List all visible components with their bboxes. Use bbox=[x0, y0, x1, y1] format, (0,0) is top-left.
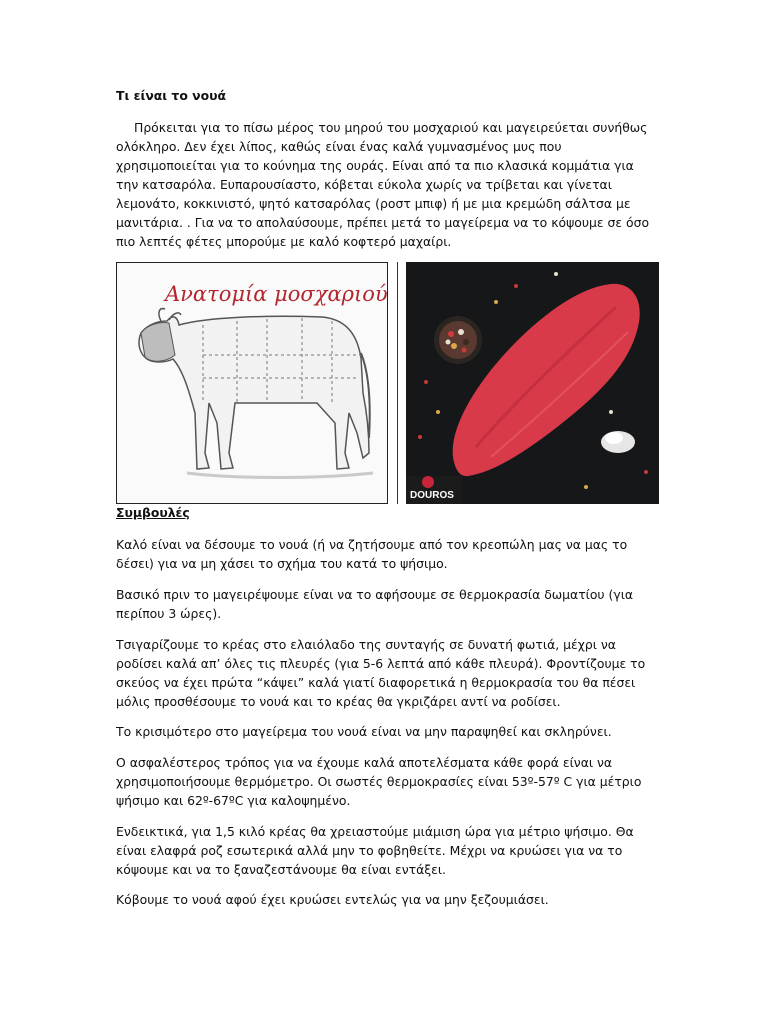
tip-paragraph-6: Ενδεικτικά, για 1,5 κιλό κρέας θα χρειαστούμε μιάμιση ώρα για μέτριο ψήσιμο. Θα είναι ελαφρά ροζ εσωτερικά αλλά μην το φοβηθείτε. Μέχρι να κρυώσει για να το κόψουμε και να το ξαναζεστάνουμε θα είναι εντάξει. bbox=[116, 824, 634, 877]
peppercorn-bowl-icon bbox=[434, 316, 482, 364]
cow-illustration-icon bbox=[139, 309, 373, 478]
figure bbox=[116, 262, 659, 504]
tip-paragraph-7: Κόβουμε το νουά αφού έχει κρυώσει εντελώς για να μην ξεζουμιάσει. bbox=[116, 892, 549, 907]
salt-pile-icon bbox=[601, 431, 635, 453]
tip-paragraph-4: Το κρισιμότερο στο μαγείρεμα του νουά είναι να μην παραψηθεί και σκληρύνει. bbox=[116, 724, 612, 739]
beef-anatomy-image bbox=[116, 262, 388, 504]
tip-paragraph-2: Βασικό πριν το μαγειρέψουμε είναι να το αφήσουμε σε θερμοκρασία δωματίου (για περίπου 3 ώρες). bbox=[116, 587, 634, 621]
figure-divider bbox=[388, 262, 400, 504]
tips-heading: Συμβουλές bbox=[116, 505, 190, 520]
tip-paragraph-3: Τσιγαρίζουμε το κρέας στο ελαιόλαδο της συνταγής σε δυνατή φωτιά, μέχρι να ροδίσει καλά απ’ όλες τις πλευρές (για 5-6 λεπτά από κάθε πλευρά). Φροντίζουμε το σκεύος να έχει πρώτα “κάψει” καλά γιατί διαφορετικά η θερμοκρασία του θα πέσει μόλις προσθέσουμε το νουά και το κρέας θα γκριζάρει αντί να ροδίσει. bbox=[116, 637, 646, 709]
intro-paragraph: Πρόκειται για το πίσω μέρος του μηρού του μοσχαριού και μαγειρεύεται συνήθως ολόκληρο. Δεν έχει λίπος, καθώς είναι ένας καλά γυμνασμένος μυς που χρησιμοποιείται για το κούνημα της ουράς. Είναι από τα πιο κλασικά κομμάτια για την κατσαρόλα. Ευπαρουσίαστο, κόβεται εύκολα χωρίς να τρίβεται και γίνεται λεμονάτο, κοκκινιστό, ψητό κατσαρόλας (ροστ μπιφ) ή με μια κρεμώδη σάλτσα με μανιτάρια. . Για να το απολαύσουμε, πρέπει μετά το μαγείρεμα να το κόψουμε σε όσο πιο λεπτές φέτες μπορούμε με καλό κοφτερό μαχαίρι. bbox=[116, 120, 650, 249]
tip-paragraph-1: Καλό είναι να δέσουμε το νουά (ή να ζητήσουμε από τον κρεοπώλη μας να μας το δέσει) για να μη χάσει το σχήμα του κατά το ψήσιμο. bbox=[116, 537, 628, 571]
anatomy-title: Ανατομία μοσχαριού bbox=[165, 282, 387, 306]
raw-beef-photo bbox=[406, 262, 659, 504]
page-title: Τι είναι το νουά bbox=[116, 88, 226, 103]
douros-logo bbox=[406, 476, 462, 504]
svg-text:DOUROS: DOUROS bbox=[410, 490, 454, 501]
tip-paragraph-5: Ο ασφαλέστερος τρόπος για να έχουμε καλά αποτελέσματα κάθε φορά είναι να χρησιμοποιήσουμε θερμόμετρο. Οι σωστές θερμοκρασίες είναι 53º-57º C για μέτριο ψήσιμο και 62º-67ºC για καλοψημένο. bbox=[116, 755, 642, 808]
